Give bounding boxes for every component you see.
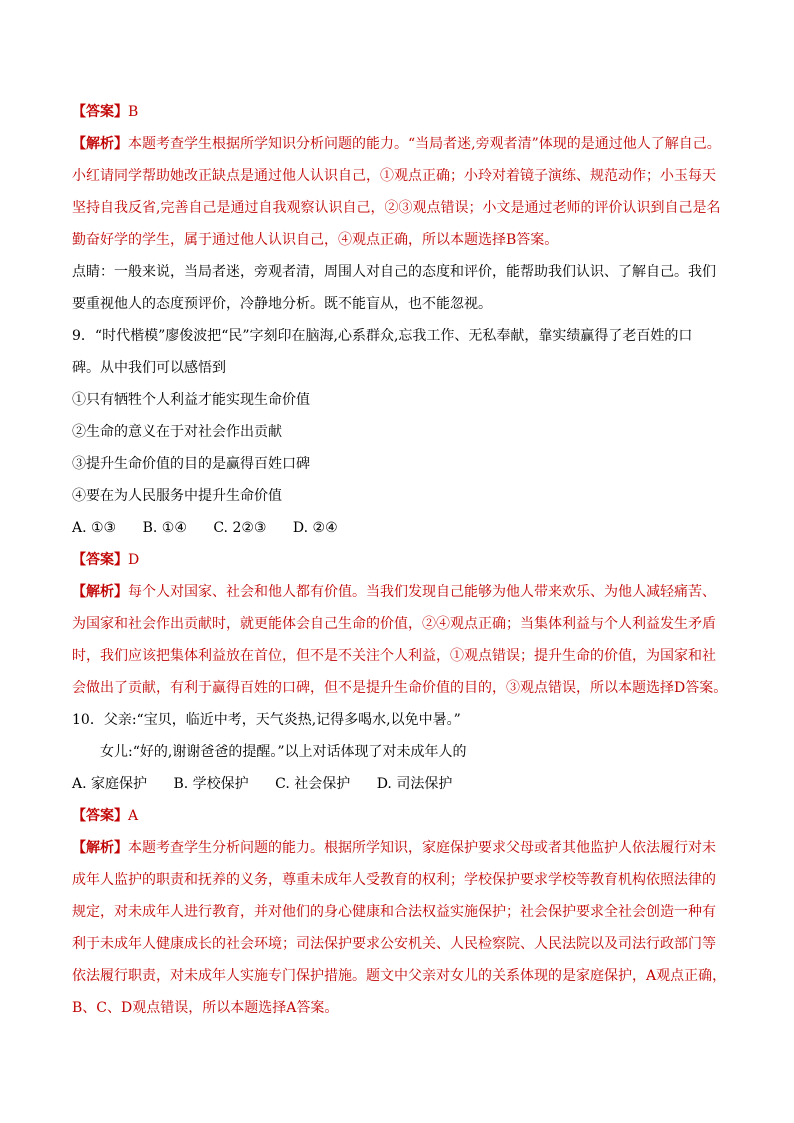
q9-analysis-line-3: 时，我们应该把集体利益放在首位，但不是不关注个人利益，①观点错误；提升生命的价值，为国家和社 (72, 648, 716, 664)
q9-statement-1: ①只有牺牲个人利益才能实现生命价值 (72, 392, 310, 408)
analysis-text: 本题考查学生根据所学知识分析问题的能力。“当局者迷,旁观者清”体现的是通过他人了解自己。 (128, 136, 721, 152)
q8-analysis-line-1 (72, 128, 724, 160)
q9-option-b: B. ①④ (142, 520, 187, 536)
answer-tag: 【答案】 (72, 552, 128, 568)
q8-answer (72, 96, 724, 128)
q10-analysis-line-2: 成年人监护的职责和抚养的义务，尊重未成年人受教育的权利；学校保护要求学校等教育机构依照法律的 (72, 872, 716, 888)
q9-answer (72, 544, 724, 576)
q10-option-a: A. 家庭保护 (72, 776, 148, 792)
q9-option-d: D. ②④ (292, 520, 338, 536)
answer-value: B (128, 104, 139, 120)
q10-option-d: D. 司法保护 (376, 776, 453, 792)
answer-value: A (128, 808, 139, 824)
q10-option-b: B. 学校保护 (173, 776, 249, 792)
analysis-tag: 【解析】 (72, 584, 128, 600)
q8-tip-line-1: 点睛：一般来说，当局者迷，旁观者清，周围人对自己的态度和评价，能帮助我们认识、了解自己。我们 (72, 264, 716, 280)
q9-statement-3: ③提升生命价值的目的是赢得百姓口碑 (72, 456, 310, 472)
answer-tag: 【答案】 (72, 808, 128, 824)
q9-stem-line-2: 碑。从中我们可以感悟到 (72, 360, 226, 376)
analysis-tag: 【解析】 (72, 136, 128, 152)
analysis-text: 本题考查学生分析问题的能力。根据所学知识，家庭保护要求父母或者其他监护人依法履行对未 (128, 840, 716, 856)
q10-analysis-line-4: 利于未成年人健康成长的社会环境；司法保护要求公安机关、人民检察院、人民法院以及司法行政部门等 (72, 936, 716, 952)
q10-options (72, 768, 724, 800)
q9-options (72, 512, 724, 544)
q10-stem-line-2: 女儿:“好的,谢谢爸爸的提醒。”以上对话体现了对未成年人的 (100, 744, 467, 760)
q9-analysis-line-4: 会做出了贡献，有利于赢得百姓的口碑，但不是提升生命价值的目的，③观点错误，所以本题选择D答案。 (72, 680, 728, 696)
q8-analysis-line-3: 坚持自我反省,完善自己是通过自我观察认识自己，②③观点错误；小文是通过老师的评价认识到自己是名 (72, 200, 721, 216)
analysis-text: 每个人对国家、社会和他人都有价值。当我们发现自己能够为他人带来欢乐、为他人减轻痛苦、 (128, 584, 716, 600)
q9-stem-line-1: 9．“时代楷模”廖俊波把“民”字刻印在脑海,心系群众,忘我工作、无私奉献，靠实绩赢得了老百姓的口 (72, 328, 693, 344)
q9-option-a: A. ①③ (72, 520, 117, 536)
q10-analysis-line-3: 规定，对未成年人进行教育，并对他们的身心健康和合法权益实施保护；社会保护要求全社会创造一种有 (72, 904, 716, 920)
q8-analysis-line-4: 勤奋好学的学生，属于通过他人认识自己，④观点正确，所以本题选择B答案。 (72, 232, 559, 248)
q10-analysis-line-6: B、C、D观点错误，所以本题选择A答案。 (72, 1000, 339, 1016)
answer-tag: 【答案】 (72, 104, 128, 120)
q10-analysis-line-5: 依法履行职责，对未成年人实施专门保护措施。题文中父亲对女儿的关系体现的是家庭保护，A观点正确， (72, 968, 727, 984)
analysis-tag: 【解析】 (72, 840, 128, 856)
q8-tip-line-2: 要重视他人的态度预评价，冷静地分析。既不能盲从，也不能忽视。 (72, 296, 492, 312)
q9-statement-4: ④要在为人民服务中提升生命价值 (72, 488, 282, 504)
q9-analysis-line-1 (72, 576, 724, 608)
q9-option-c: C. 2②③ (213, 520, 267, 536)
q10-answer (72, 800, 724, 832)
q10-stem-line-1: 10．父亲:“宝贝，临近中考，天气炎热,记得多喝水,以免中暑。” (72, 712, 461, 728)
q9-statement-2: ②生命的意义在于对社会作出贡献 (72, 424, 282, 440)
q9-analysis-line-2: 为国家和社会作出贡献时，就更能体会自己生命的价值，②④观点正确；当集体利益与个人利益发生矛盾 (72, 616, 716, 632)
q8-analysis-line-2: 小红请同学帮助她改正缺点是通过他人认识自己，①观点正确；小玲对着镜子演练、规范动作；小玉每天 (72, 168, 716, 184)
q10-analysis-line-1 (72, 832, 724, 864)
answer-value: D (128, 552, 140, 568)
q10-option-c: C. 社会保护 (275, 776, 351, 792)
